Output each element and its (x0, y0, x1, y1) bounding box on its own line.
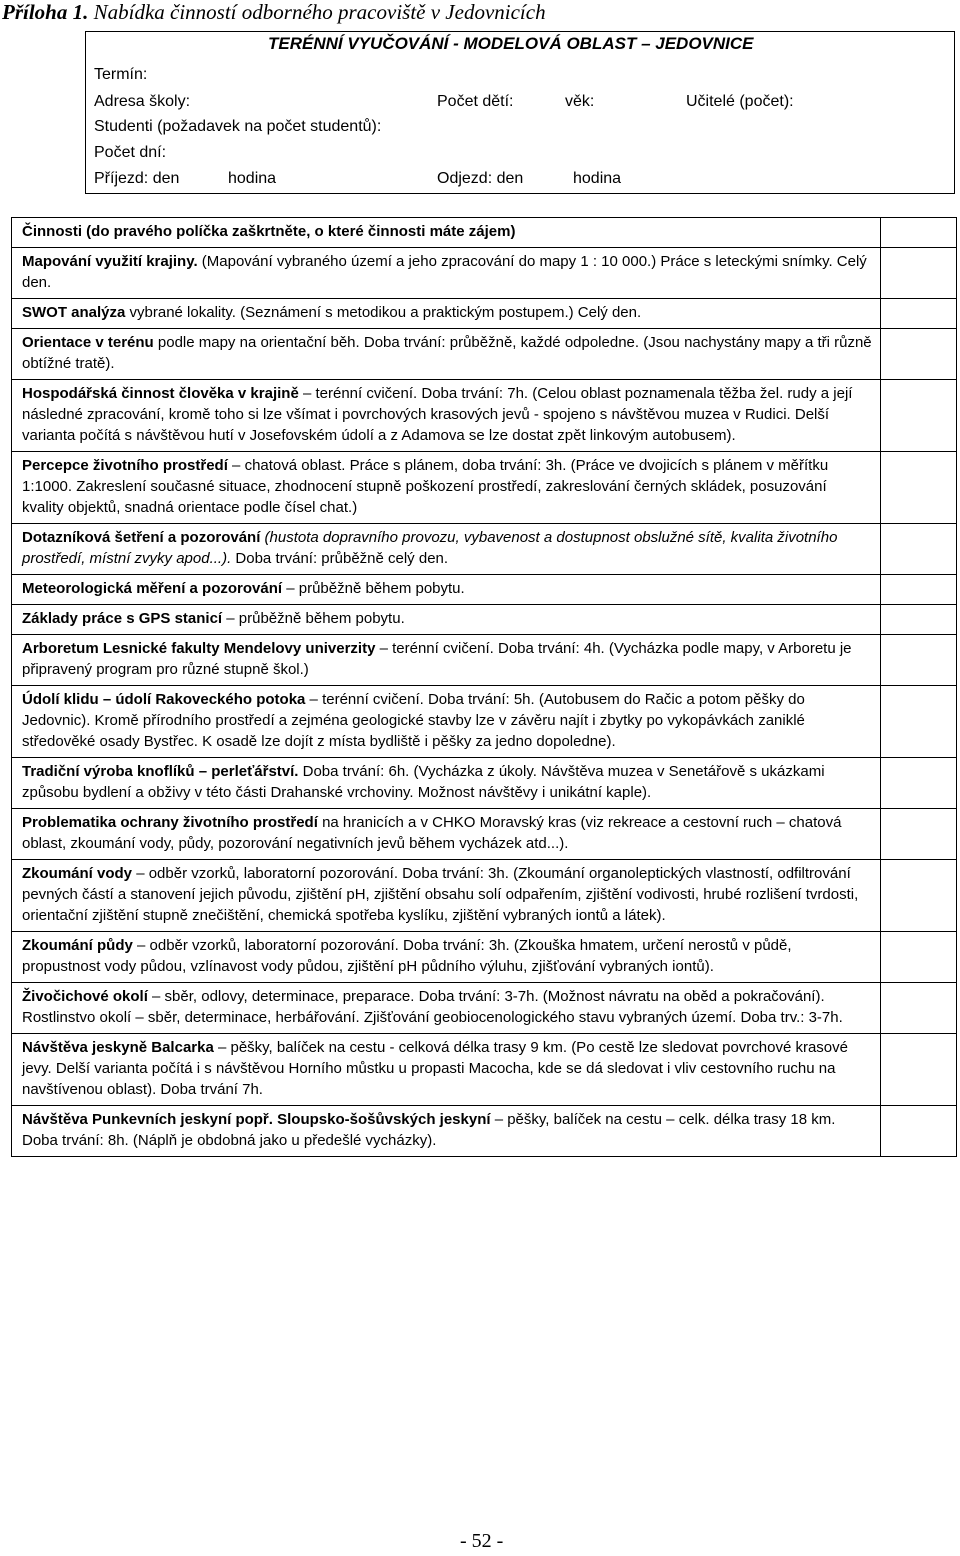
activity-name: Údolí klidu – údolí Rakoveckého potoka (22, 691, 306, 708)
activity-text (12, 329, 881, 380)
activity-row (12, 575, 957, 605)
activity-row (12, 860, 957, 932)
school-address-field: Adresa školy: (94, 93, 191, 110)
activity-name: Meteorologická měření a pozorování (22, 580, 283, 597)
activity-description: – terénní cvičení. Doba trvání: 7h. (Celou oblast poznamenala těžba žel. rudy a její následné zpracování, kromě toho si lze všímat i povrchových krasových jevů - spojeno s návštěvou muzea v Rudici. Delší varianta počítá s návštěvou hutí v Josefovském údolí a z Adamova se lze dostat zpět linkovým autobusem). (22, 385, 853, 444)
activity-description: (Mapování vybraného území a jeho zpracování do mapy 1 : 10 000.) Práce s leteckými snímky. Celý den. (22, 253, 867, 291)
activity-name: Základy práce s GPS stanicí (22, 610, 223, 627)
activity-row (12, 758, 957, 809)
activity-description: – chatová oblast. Práce s plánem, doba trvání: 3h. (Práce ve dvojicích s plánem v měřítku 1:1000. Zakreslení současné situace, zhodnocení stupně poškození prostředí, zakreslování černých skládek, posuzování kvality objektů, snadná orientace podle čísel chat.) (22, 457, 829, 516)
activity-row (12, 932, 957, 983)
activity-description: – terénní cvičení. Doba trvání: 5h. (Autobusem do Račic a potom pěšky do Jedovnic). Kromě přírodního prostředí a zejména geologické stavby lze v závěru najít i zbytky po vykopávkách zaniklé středověké osady Bystřec. K osadě lze dojít z místa bydliště i pěšky za jedno dopoledne). (22, 691, 805, 750)
title-text: Nabídka činností odborného pracoviště v Jedovnicích (93, 0, 546, 24)
activity-description: – odběr vzorků, laboratorní pozorování. Doba trvání: 3h. (Zkouška hmatem, určení nerostů v půdě, propustnost vody půdou, vzlínavost vody půdou, zjištění pH půdního výluhu, zjišťování vybraných iontů). (22, 937, 792, 975)
activity-text (12, 1034, 881, 1106)
activity-name: Dotazníková šetření a pozorování (22, 529, 261, 546)
checkbox-cell[interactable] (881, 299, 957, 329)
checkbox-cell[interactable] (881, 809, 957, 860)
activity-name: Živočichové okolí (22, 988, 148, 1005)
checkbox-cell[interactable] (881, 248, 957, 299)
checkbox-cell[interactable] (881, 1106, 957, 1157)
activity-row (12, 1106, 957, 1157)
checkbox-cell[interactable] (881, 575, 957, 605)
form-heading: TERÉNNÍ VYUČOVÁNÍ - MODELOVÁ OBLAST – JEDOVNICE (268, 34, 754, 53)
arrival-hour-field: hodina (228, 170, 277, 187)
arrival-day-field: Příjezd: den (94, 170, 180, 187)
checkbox-cell[interactable] (881, 860, 957, 932)
activity-row (12, 809, 957, 860)
checkbox-cell[interactable] (881, 635, 957, 686)
activity-description: na hranicích a v CHKO Moravský kras (viz rekreace a cestovní ruch – chatová oblast, zkoumání vody, půdy, pozorování negativních jevů během vycházek atd...). (22, 814, 842, 852)
activity-row (12, 380, 957, 452)
activity-text (12, 605, 881, 635)
checkbox-cell[interactable] (881, 932, 957, 983)
activity-text (12, 248, 881, 299)
activity-description: – sběr, odlovy, determinace, preparace. Doba trvání: 3-7h. (Možnost návratu na oběd a pokračování). Rostlinstvo okolí – sběr, determinace, herbářování. Zjišťování geobiocenologického stavu vybraných území. Doba trv.: 3-7h. (22, 988, 843, 1026)
activity-row (12, 524, 957, 575)
checkbox-cell[interactable] (881, 380, 957, 452)
activity-description: podle mapy na orientační běh. Doba trvání: průběžně, každé odpoledne. (Jsou nachystány mapy a tři různě obtížné tratě). (22, 334, 872, 372)
activities-header: Činnosti (do pravého políčka zaškrtněte, o které činnosti máte zájem) (12, 218, 881, 248)
checkbox-cell[interactable] (881, 218, 957, 248)
activity-name: Orientace v terénu (22, 334, 154, 351)
activity-description: – pěšky, balíček na cestu - celková délka trasy 9 km. (Po cestě lze sledovat povrchové krasové jevy. Delší varianta počítá i s návštěvou Horního můstku u propasti Macocha, kde se dá sledovat i vliv cestovního ruchu na navštívenou oblast). Doba trvání 7h. (22, 1039, 848, 1098)
departure-hour-field: hodina (573, 170, 622, 187)
activity-text (12, 686, 881, 758)
activity-text (12, 635, 881, 686)
activity-row (12, 686, 957, 758)
activity-description: – odběr vzorků, laboratorní pozorování. Doba trvání: 3h. (Zkoumání organoleptických vlastností, odfiltrování pevných částí a stanovení jejich původu, zjištění pH, zjištění obsahu solí odpařením, zjištění vodivosti, hrubé rozlišení tvrdosti, orientační zjištění stupně znečištění, chemická spotřeba kyslíku, zjištění vybraných iontů a látek). (22, 865, 859, 924)
activity-row (12, 329, 957, 380)
activity-text (12, 758, 881, 809)
activity-name: Návštěva Punkevních jeskyní popř. Sloupsko-šošůvských jeskyní (22, 1111, 491, 1128)
checkbox-cell[interactable] (881, 686, 957, 758)
checkbox-cell[interactable] (881, 329, 957, 380)
departure-day-field: Odjezd: den (437, 170, 524, 187)
activity-name: Návštěva jeskyně Balcarka (22, 1039, 214, 1056)
activity-text (12, 983, 881, 1034)
activity-name: SWOT analýza (22, 304, 126, 321)
page-number: - 52 - (460, 1530, 504, 1552)
activity-row (12, 605, 957, 635)
checkbox-cell[interactable] (881, 758, 957, 809)
activity-description: – terénní cvičení. Doba trvání: 4h. (Vycházka podle mapy, v Arboretu je připravený program pro různé stupně škol.) (22, 640, 852, 678)
checkbox-cell[interactable] (881, 1034, 957, 1106)
activities-header-row (12, 218, 957, 248)
age-field: věk: (565, 93, 595, 110)
checkbox-cell[interactable] (881, 605, 957, 635)
activity-description: Doba trvání: průběžně celý den. (231, 550, 449, 567)
activity-name: Problematika ochrany životního prostředí (22, 814, 318, 831)
activity-row (12, 635, 957, 686)
checkbox-cell[interactable] (881, 452, 957, 524)
activity-text (12, 380, 881, 452)
days-count-field: Počet dní: (94, 144, 167, 161)
activity-row (12, 299, 957, 329)
activity-text (12, 809, 881, 860)
activity-name: Zkoumání půdy (22, 937, 133, 954)
activity-row (12, 1034, 957, 1106)
activity-description: – pěšky, balíček na cestu – celk. délka trasy 18 km. Doba trvání: 8h. (Náplň je obdobná jako u předešlé vycházky). (22, 1111, 836, 1149)
checkbox-cell[interactable] (881, 524, 957, 575)
activity-name: Arboretum Lesnické fakulty Mendelovy univerzity (22, 640, 376, 657)
checkbox-cell[interactable] (881, 983, 957, 1034)
term-field: Termín: (94, 66, 148, 83)
activity-row (12, 248, 957, 299)
activity-italic: (hustota dopravního provozu, vybavenost a dostupnost obslužné sítě, kvalita životního prostředí, místní zvyky apod...). (22, 529, 838, 567)
activity-row (12, 452, 957, 524)
activity-text (12, 932, 881, 983)
activity-text (12, 860, 881, 932)
activity-description: Doba trvání: 6h. (Vycházka z úkoly. Návštěva muzea v Senetářově s ukázkami způsobu bydlení a obživy v této části Drahanské vrchoviny. Možnost návštěvy i unikátní kaple). (22, 763, 825, 801)
activity-description: vybrané lokality. (Seznámení s metodikou a praktickým postupem.) Celý den. (125, 304, 642, 321)
title-label: Příloha 1. (2, 0, 89, 24)
activity-name: Zkoumání vody (22, 865, 133, 882)
activity-name: Hospodářská činnost člověka v krajině (22, 385, 299, 402)
activity-text (12, 452, 881, 524)
activity-description: – průběžně během pobytu. (282, 580, 465, 597)
activities-table (11, 217, 957, 1157)
activity-name: Mapování využití krajiny. (22, 253, 198, 270)
activity-row (12, 983, 957, 1034)
activity-name: Tradiční výroba knoflíků – perleťářství. (22, 763, 299, 780)
activity-text (12, 524, 881, 575)
page-title (2, 0, 546, 25)
activity-text (12, 575, 881, 605)
students-field: Studenti (požadavek na počet studentů): (94, 118, 382, 135)
activity-name: Percepce životního prostředí (22, 457, 228, 474)
activity-text (12, 1106, 881, 1157)
activity-description: – průběžně během pobytu. (222, 610, 405, 627)
teachers-count-field: Učitelé (počet): (686, 93, 794, 110)
activity-text (12, 299, 881, 329)
children-count-field: Počet dětí: (437, 93, 514, 110)
